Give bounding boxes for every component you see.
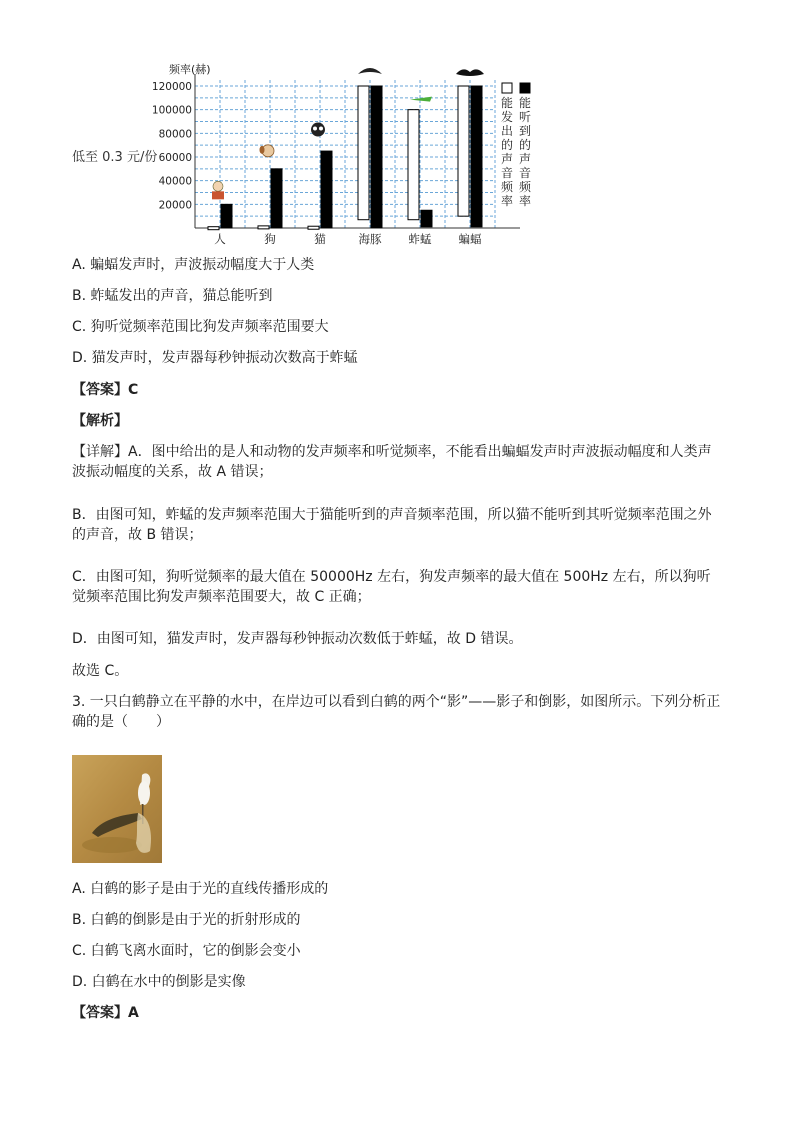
bar-emit bbox=[258, 226, 269, 229]
x-tick-label: 人 bbox=[214, 232, 226, 246]
answer-q3: 【答案】A bbox=[72, 1005, 139, 1021]
legend-label-hear-char: 的 bbox=[518, 138, 532, 152]
frequency-chart-svg bbox=[150, 58, 550, 248]
human-icon bbox=[213, 181, 223, 191]
cat-icon bbox=[311, 123, 325, 137]
option-q3-c: C. 白鹤飞离水面时，它的倒影会变小 bbox=[72, 943, 301, 959]
y-tick-label: 40000 bbox=[158, 175, 192, 188]
legend-label-hear-char: 音 bbox=[518, 166, 532, 180]
legend-label-emit-char: 出 bbox=[500, 124, 514, 138]
legend-label-hear-char: 频 bbox=[518, 180, 532, 194]
bar-emit bbox=[458, 86, 469, 216]
legend-label-hear-char: 声 bbox=[518, 152, 532, 166]
option-q2-a: A. 蝙蝠发声时，声波振动幅度大于人类 bbox=[72, 257, 315, 273]
legend-label-emit-char: 音 bbox=[500, 166, 514, 180]
answer-q2: 【答案】C bbox=[72, 382, 139, 398]
y-tick-label: 20000 bbox=[158, 199, 192, 212]
option-q3-d: D. 白鹤在水中的倒影是实像 bbox=[72, 974, 246, 990]
legend-label-emit-char: 能 bbox=[500, 96, 514, 110]
dog-icon-ear bbox=[260, 146, 265, 154]
legend-label-emit-char: 的 bbox=[500, 138, 514, 152]
bar-emit bbox=[208, 227, 219, 230]
y-tick-label: 100000 bbox=[151, 104, 192, 117]
option-q3-b: B. 白鹤的倒影是由于光的折射形成的 bbox=[72, 912, 301, 928]
frequency-chart bbox=[150, 58, 550, 248]
watermark-text: 低至 0.3 元/份 bbox=[72, 150, 158, 165]
cat-icon-eye bbox=[313, 127, 317, 131]
dolphin-icon bbox=[358, 68, 382, 74]
x-tick-label: 海豚 bbox=[358, 232, 382, 246]
legend-label-hear-char: 率 bbox=[518, 194, 532, 208]
y-axis-label: 频率(赫) bbox=[169, 63, 211, 76]
conclusion-q2: 故选 C。 bbox=[72, 663, 129, 679]
x-tick-label: 猫 bbox=[314, 232, 326, 246]
x-tick-label: 蚱蜢 bbox=[408, 232, 432, 246]
option-q2-b: B. 蚱蜢发出的声音，猫总能听到 bbox=[72, 288, 273, 304]
bar-hear bbox=[271, 169, 282, 228]
egret-photo bbox=[72, 755, 162, 863]
cat-icon-eye bbox=[319, 127, 323, 131]
legend-label-hear-char: 能 bbox=[518, 96, 532, 110]
human-icon-body bbox=[212, 191, 224, 199]
bar-hear bbox=[421, 210, 432, 227]
y-tick-label: 60000 bbox=[158, 152, 192, 164]
legend-label-hear-char: 到 bbox=[518, 124, 532, 138]
legend-label-emit-char: 声 bbox=[500, 152, 514, 166]
legend-label-emit-char: 频 bbox=[500, 180, 514, 194]
legend-swatch-hear bbox=[520, 83, 530, 93]
legend-label-hear-char: 听 bbox=[518, 110, 532, 124]
bar-hear bbox=[471, 86, 482, 227]
detail-b: B．由图可知，蚱蜢的发声频率范围大于猫能听到的声音频率范围，所以猫不能听到其听觉频率范围之外的声音，故 B 错误； bbox=[72, 507, 712, 543]
y-tick-label: 120000 bbox=[151, 81, 192, 93]
legend-label-emit-char: 率 bbox=[500, 194, 514, 208]
legend-label-emit-char: 发 bbox=[500, 110, 514, 124]
bar-emit bbox=[408, 110, 419, 220]
x-tick-label: 蝙蝠 bbox=[458, 232, 482, 246]
analysis-label: 【解析】 bbox=[72, 413, 128, 429]
y-tick-label: 80000 bbox=[158, 128, 192, 141]
detail-c: C．由图可知，狗听觉频率的最大值在 50000Hz 左右，狗发声频率的最大值在 500Hz 左右，所以狗听觉频率范围比狗发声频率范围要大，故 C 正确； bbox=[72, 569, 711, 605]
option-q2-c: C. 狗听觉频率范围比狗发声频率范围要大 bbox=[72, 319, 329, 335]
bar-hear bbox=[321, 151, 332, 228]
detail-d: D．由图可知，猫发声时，发声器每秒钟振动次数低于蚱蜢，故 D 错误。 bbox=[72, 631, 523, 647]
detail-a: 【详解】A．图中给出的是人和动物的发声频率和听觉频率，不能看出蝙蝠发声时声波振动幅度和人类声波振动幅度的关系，故 A 错误； bbox=[72, 444, 712, 480]
option-q3-a: A. 白鹤的影子是由于光的直线传播形成的 bbox=[72, 881, 329, 897]
bar-hear bbox=[221, 204, 232, 228]
legend-swatch-emit bbox=[502, 83, 512, 93]
bar-hear bbox=[371, 86, 382, 228]
question-3-stem: 3. 一只白鹤静立在平静的水中，在岸边可以看到白鹤的两个“影”——影子和倒影，如图所示。下列分析正确的是（ ） bbox=[72, 694, 721, 730]
bat-icon bbox=[456, 69, 484, 76]
bar-emit bbox=[358, 86, 369, 220]
option-q2-d: D. 猫发声时，发声器每秒钟振动次数高于蚱蜢 bbox=[72, 350, 358, 366]
bar-emit bbox=[308, 226, 319, 229]
x-tick-label: 狗 bbox=[264, 232, 276, 246]
